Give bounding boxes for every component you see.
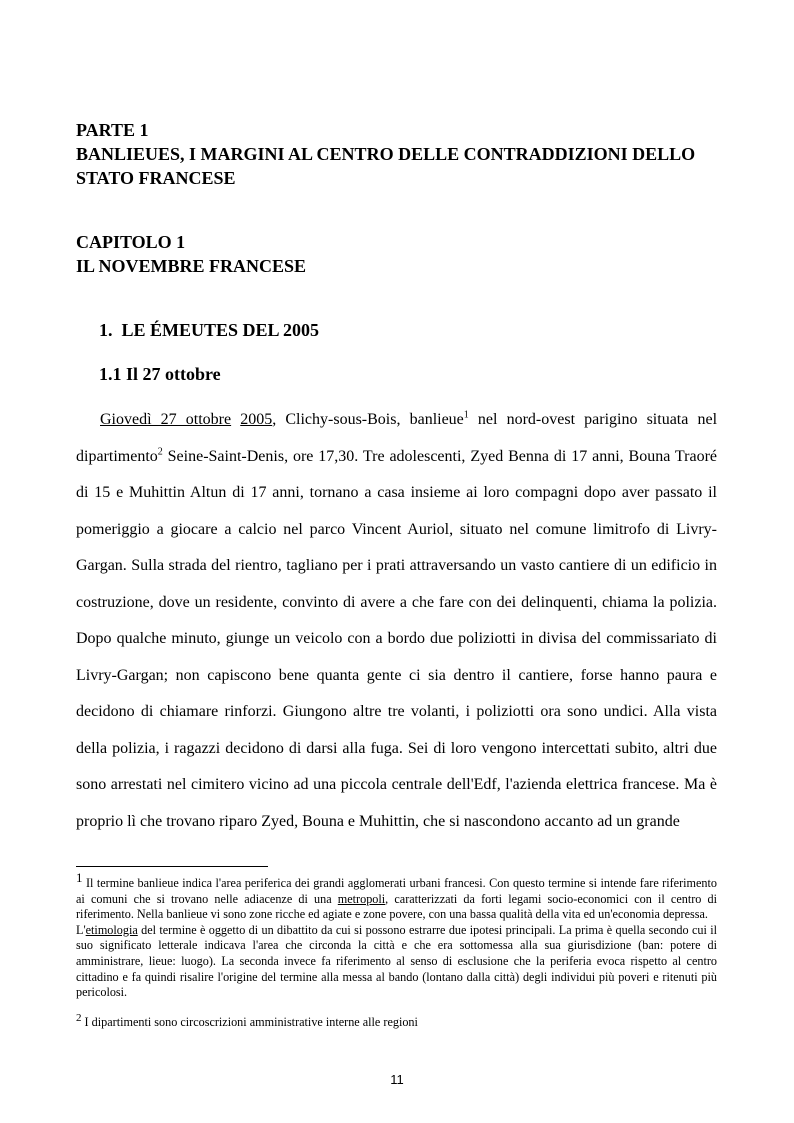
body-text-b: nel nord-ovest parigino situata nel dipartimento <box>76 411 718 465</box>
page-number: 11 <box>390 1072 404 1087</box>
footnote-1 <box>76 869 717 923</box>
body-text-a: , Clichy-sous-Bois, banlieue <box>272 411 464 428</box>
part-title-line2: STATO FRANCESE <box>76 168 236 188</box>
footnote-1-continued <box>76 923 717 1001</box>
footnote-1-text-c: L' <box>76 922 86 937</box>
footnote-2 <box>76 1011 717 1031</box>
footnote-1-text-b: , caratterizzati da forti legami socio-economici con il centro di riferimento. Nella banlieue vi sono zone ricche ed agiate e zone povere, con una bassa qualità della vita ed un'economia depressa. <box>76 891 717 922</box>
body-paragraph <box>76 402 717 840</box>
footnote-ref-1[interactable]: 1 <box>463 409 469 421</box>
footnote-1-text-a: Il termine banlieue indica l'area periferica dei grandi agglomerati urbani francesi. Con questo termine si intende fare riferimento ai comuni che si trovano nelle adiacenze di una <box>76 876 717 906</box>
footnote-1-text-d: del termine è oggetto di un dibattito da cui si possono estrarre due ipotesi principali. La prima è quella secondo cui il suo significato letterale indicava l'area che circonda la città e che era sottomessa alla sua giurisdizione (ban: potere di amministrare, lieue: luogo). La seconda invece fa riferimento al senso di esclusione che la periferia evoca rispetto al centro cittadino e fa quindi risalire l'origine del termine alla messa al bando (lontano dalla città) degli individui più poveri e ritenuti più pericolosi. <box>76 922 717 1000</box>
date-link[interactable]: Giovedì 27 ottobre <box>100 411 232 428</box>
part-label: PARTE 1 <box>76 120 149 140</box>
footnote-divider <box>76 866 268 867</box>
chapter-label: CAPITOLO 1 <box>76 232 186 252</box>
footnote-2-text: I dipartimenti sono circoscrizioni amministrative interne alle regioni <box>81 1014 418 1029</box>
section-number: 1. <box>99 320 113 340</box>
footnote-1-mark: 1 <box>76 869 83 885</box>
part-title-line1: BANLIEUES, I MARGINI AL CENTRO DELLE CONTRADDIZIONI DELLO <box>76 144 696 164</box>
subsection-heading <box>99 362 221 386</box>
section-title: LE ÉMEUTES DEL 2005 <box>121 320 320 340</box>
footnotes <box>76 869 717 1030</box>
chapter-heading <box>76 230 306 278</box>
part-heading <box>76 118 695 190</box>
metropoli-link[interactable]: metropoli <box>337 891 386 906</box>
chapter-title: IL NOVEMBRE FRANCESE <box>76 256 307 276</box>
footnote-ref-2[interactable]: 2 <box>157 446 163 458</box>
body-text-c: Seine-Saint-Denis, ore 17,30. Tre adolescenti, Zyed Benna di 17 anni, Bouna Traoré di 15 e Muhittin Altun di 17 anni, tornano a casa insieme ai loro compagni dopo aver passato il pomeriggio a giocare a calcio nel parco Vincent Auriol, situato nel comune limitrofo di Livry-Gargan. Sulla strada del rientro, tagliano per i prati attraversando un vasto cantiere di un edificio in costruzione, dove un residente, convinto di avere a che fare con dei delinquenti, chiama la polizia. Dopo qualche minuto, giunge un veicolo con a bordo due poliziotti in divisa del commissariato di Livry-Gargan; non capiscono bene quanta gente ci sia dentro il cantiere, forse hanno paura e decidono di chiamare rinforzi. Giungono altre tre volanti, i poliziotti ora sono undici. Alla vista della polizia, i ragazzi decidono di darsi alla fuga. Sei di loro vengono intercettati subito, altri due sono arrestati nel cimitero vicino ad una piccola centrale dell'Edf, l'azienda elettrica francese. Ma è proprio lì che trovano riparo Zyed, Bouna e Muhittin, che si nascondono accanto ad un grande <box>76 447 717 830</box>
section-heading <box>99 318 319 342</box>
footnote-2-mark: 2 <box>76 1011 82 1024</box>
etimologia-link[interactable]: etimologia <box>85 922 138 937</box>
year-link[interactable]: 2005 <box>240 411 273 428</box>
subsection-title: 1.1 Il 27 ottobre <box>99 364 221 384</box>
